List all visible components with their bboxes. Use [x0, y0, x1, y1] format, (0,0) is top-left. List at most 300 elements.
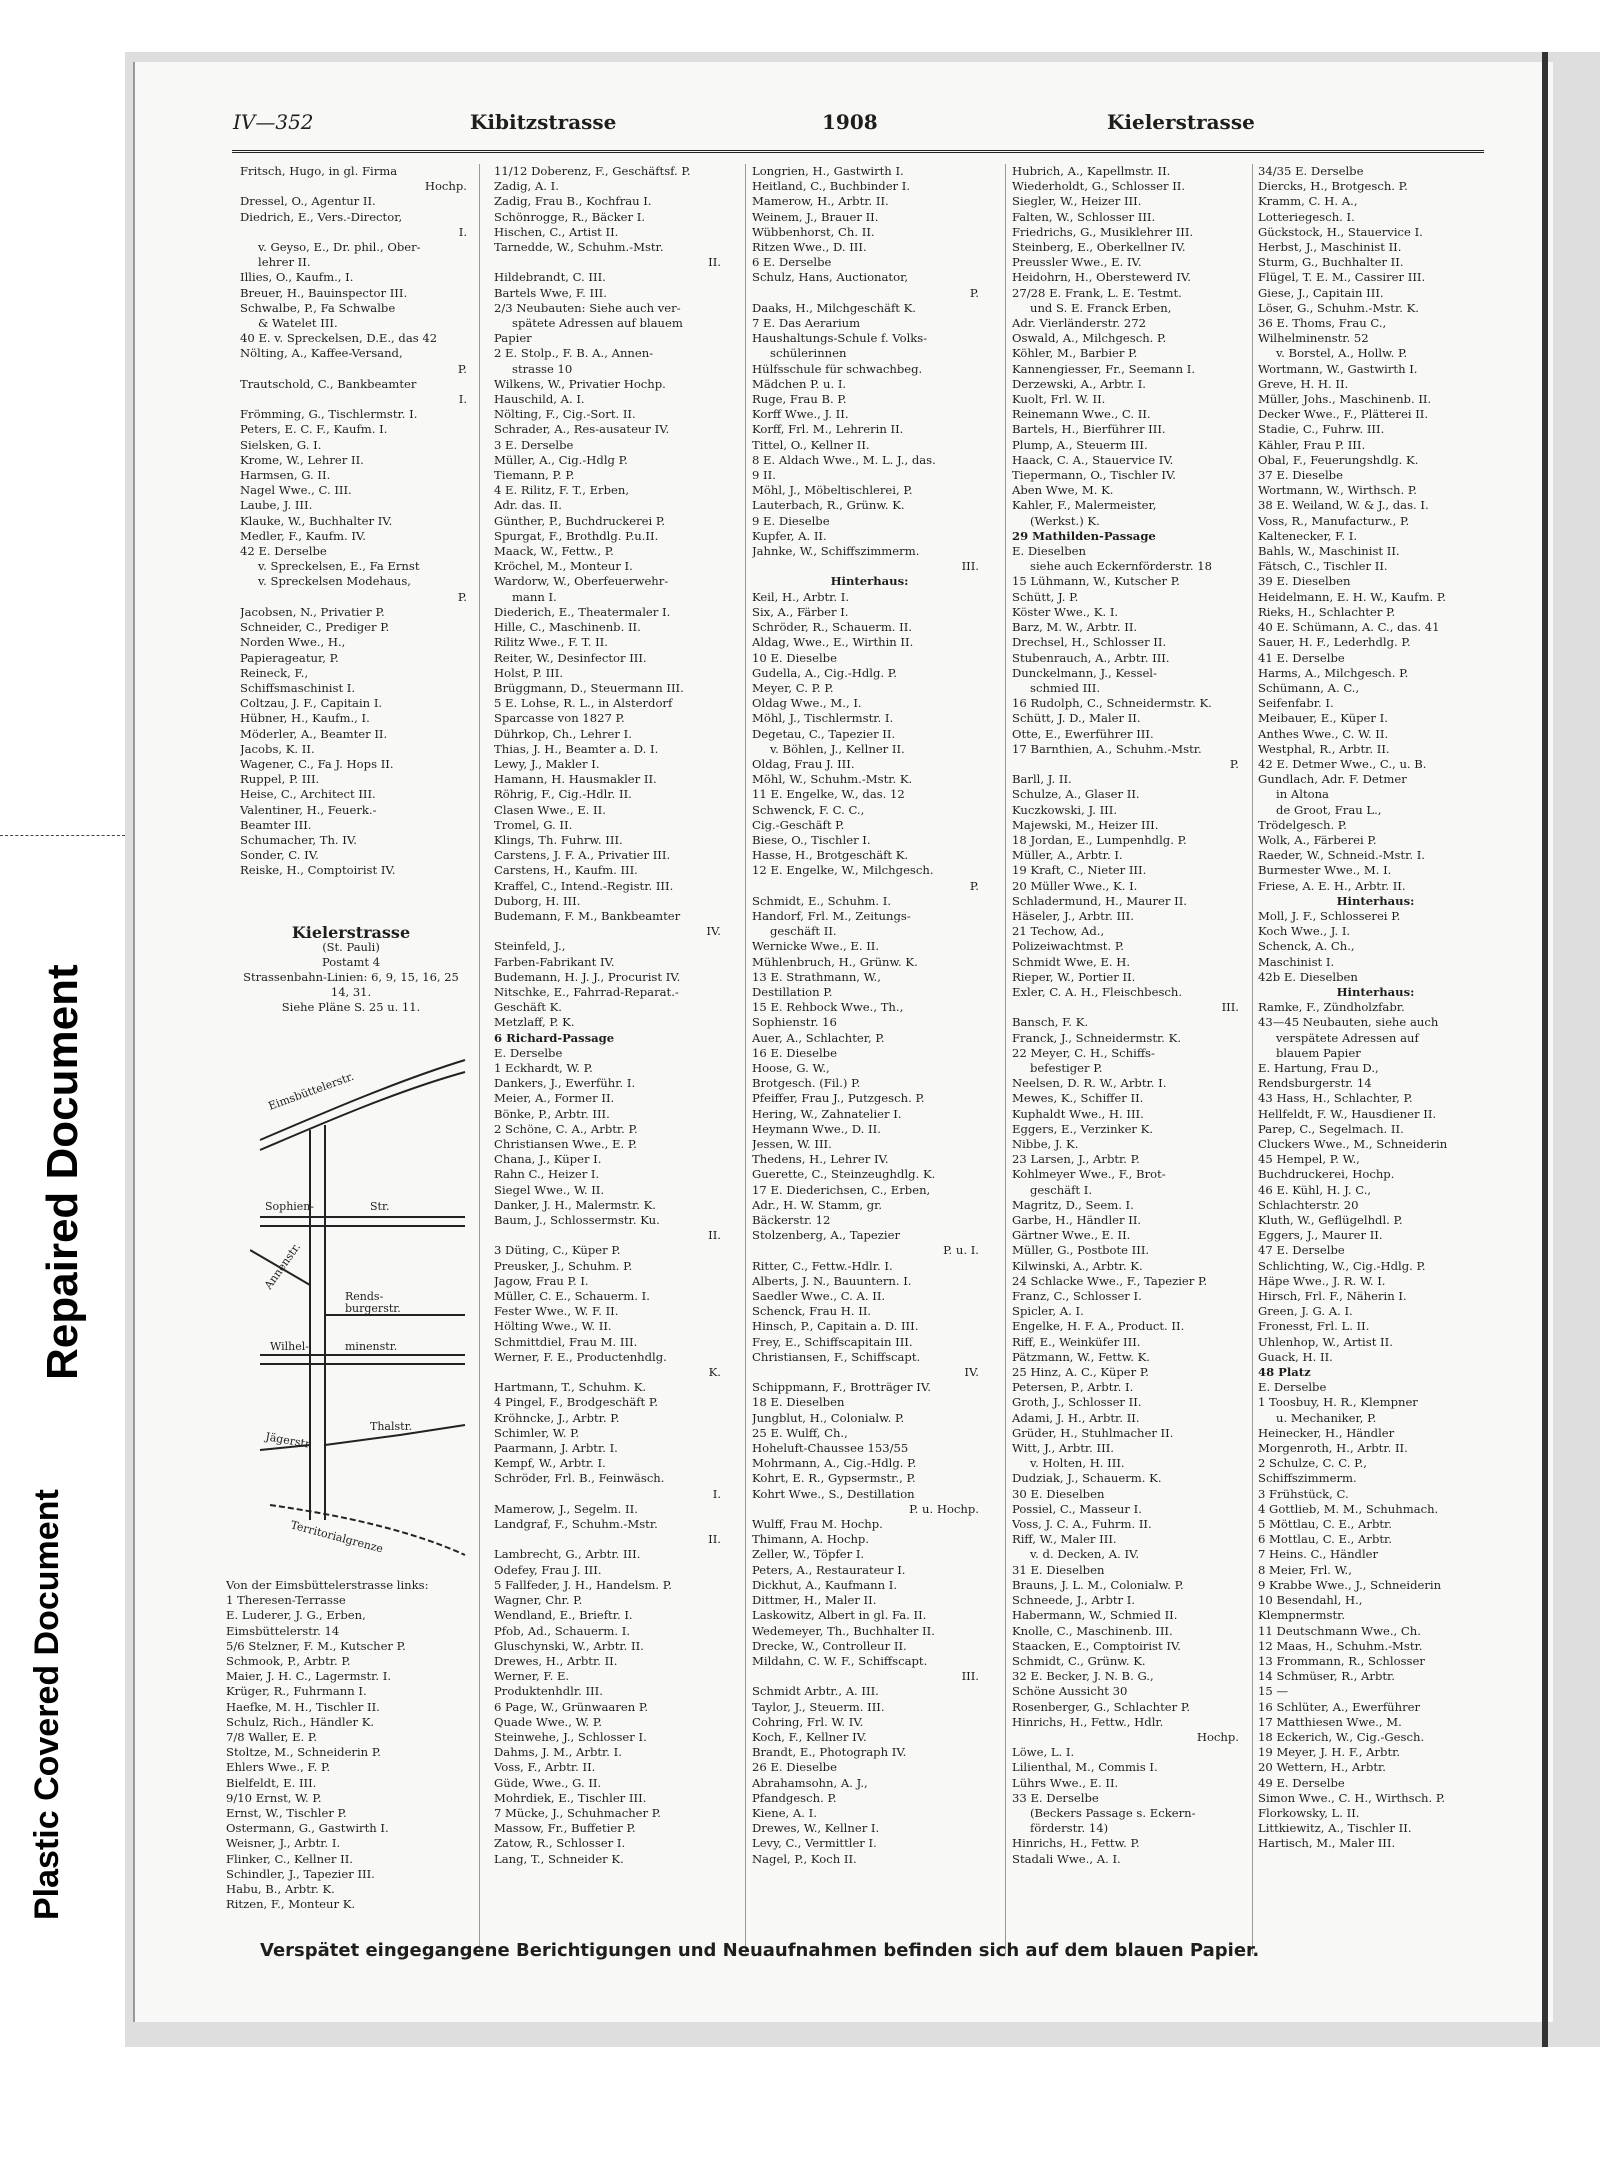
directory-entry: Hering, W., Zahnatelier I. — [752, 1106, 902, 1121]
directory-entry: Kähler, Frau P. III. — [1258, 437, 1366, 452]
directory-entry: 7 Heins. C., Händler — [1258, 1547, 1379, 1562]
directory-entry: Jacobsen, N., Privatier P. — [240, 604, 385, 619]
directory-entry: Maack, W., Fettw., P. — [494, 544, 614, 559]
directory-entry: Budemann, F. M., Bankbeamter — [494, 908, 681, 923]
directory-entry: Spicler, A. I. — [1012, 1304, 1084, 1319]
directory-entry: Pfandgesch. P. — [752, 1790, 837, 1805]
directory-entry: 11 Deutschmann Wwe., Ch. — [1258, 1623, 1421, 1638]
directory-entry: Lauterbach, R., Grünw. K. — [752, 498, 905, 513]
tram-lines-2: 14, 31. — [330, 985, 372, 999]
directory-entry: Garbe, H., Händler II. — [1012, 1213, 1142, 1228]
directory-entry: Weisner, J., Arbtr. I. — [226, 1836, 341, 1851]
directory-entry: Ernst, W., Tischler P. — [226, 1806, 347, 1821]
directory-entry: Friese, A. E. H., Arbtr. II. — [1258, 878, 1406, 893]
directory-entry: Kuphaldt Wwe., H. III. — [1012, 1106, 1144, 1121]
column-divider — [745, 164, 746, 1954]
directory-entry: Thias, J. H., Beamter a. D. I. — [494, 741, 659, 756]
directory-entry: 1 Theresen-Terrasse — [226, 1593, 346, 1608]
directory-entry: 37 E. Dieselbe — [1258, 468, 1343, 483]
directory-entry: Christiansen, F., Schiffscapt. — [752, 1349, 921, 1364]
directory-entry: E. Derselbe — [494, 1045, 563, 1060]
map-label-wilhel: Wilhel- — [270, 1340, 309, 1353]
directory-entry: Möhl, J., Tischlermstr. I. — [752, 711, 894, 726]
directory-entry: Levy, C., Vermittler I. — [752, 1836, 877, 1851]
directory-entry: Ostermann, G., Gastwirth I. — [226, 1821, 389, 1836]
directory-entry: Nagel Wwe., C. III. — [240, 483, 352, 498]
directory-entry: und S. E. Franck Erben, — [1030, 300, 1172, 315]
directory-entry: Geschäft K. — [494, 1000, 562, 1015]
directory-entry: Kramm, C. H. A., — [1258, 194, 1358, 209]
directory-entry: Reiter, W., Desinfector III. — [494, 650, 647, 665]
directory-entry: Beamter III. — [240, 817, 312, 832]
directory-entry: 21 Techow, Ad., — [1012, 924, 1105, 939]
directory-entry: Koch, F., Kellner IV. — [752, 1729, 867, 1744]
directory-entry: 9/10 Ernst, W. P. — [226, 1790, 322, 1805]
directory-entry: Taylor, J., Steuerm. III. — [752, 1699, 885, 1714]
directory-entry: Müller, Johs., Maschinenb. II. — [1258, 392, 1432, 407]
directory-entry: Uhlenhop, W., Artist II. — [1258, 1334, 1393, 1349]
directory-entry: Bartels Wwe, F. III. — [494, 285, 607, 300]
directory-entry: Kohlmeyer Wwe., F., Brot- — [1012, 1167, 1166, 1182]
directory-entry: Kohrt Wwe., S., Destillation — [752, 1486, 915, 1501]
directory-entry: 3 Düting, C., Küper P. — [494, 1243, 621, 1258]
directory-entry: 38 E. Weiland, W. & J., das. I. — [1258, 498, 1429, 513]
directory-entry: Metzlaff, P. K. — [494, 1015, 575, 1030]
directory-entry: I. — [458, 392, 467, 407]
directory-entry: 33 E. Derselbe — [1012, 1790, 1099, 1805]
directory-entry: 15 E. Rehbock Wwe., Th., — [752, 1000, 904, 1015]
directory-entry: 43—45 Neubauten, siehe auch — [1258, 1015, 1439, 1030]
directory-entry: Adr. Vierländerstr. 272 — [1012, 316, 1147, 331]
directory-entry: Gärtner Wwe., E. II. — [1012, 1228, 1131, 1243]
directory-entry: Schiffsmaschinist I. — [240, 680, 356, 695]
directory-entry: P. — [457, 589, 467, 604]
directory-entry: Schütt, J. P. — [1012, 589, 1079, 604]
directory-entry: Kuczkowski, J. III. — [1012, 802, 1117, 817]
directory-entry: 1 Eckhardt, W. P. — [494, 1060, 593, 1075]
directory-entry: Zadig, Frau B., Kochfrau I. — [494, 194, 652, 209]
directory-entry: Cig.-Geschäft P. — [752, 817, 845, 832]
directory-entry: Tarnedde, W., Schuhm.-Mstr. — [494, 240, 664, 255]
directory-entry: schmied III. — [1030, 680, 1101, 695]
directory-entry: Diercks, H., Brotgesch. P. — [1258, 179, 1408, 194]
directory-entry: spätete Adressen auf blauem — [512, 316, 683, 331]
directory-entry: 34/35 E. Derselbe — [1258, 164, 1364, 178]
directory-entry: Brotgesch. (Fil.) P. — [752, 1076, 861, 1091]
directory-entry: Zatow, R., Schlosser I. — [494, 1836, 626, 1851]
directory-entry: Kraffel, C., Intend.-Registr. III. — [494, 878, 674, 893]
directory-entry: Schmittdiel, Frau M. III. — [494, 1334, 638, 1349]
directory-entry: Sturm, G., Buchhalter II. — [1258, 255, 1404, 270]
directory-entry: Haushaltungs-Schule f. Volks- — [752, 331, 928, 346]
directory-entry: Müller, A., Cig.-Hdlg P. — [494, 452, 628, 467]
directory-entry: Dickhut, A., Kaufmann I. — [752, 1577, 898, 1592]
directory-entry: Dahms, J. M., Arbtr. I. — [494, 1745, 622, 1760]
directory-entry: Guerette, C., Steinzeughdlg. K. — [752, 1167, 936, 1182]
directory-entry: Voss, R., Manufacturw., P. — [1258, 513, 1410, 528]
directory-entry: Magritz, D., Seem. I. — [1012, 1197, 1134, 1212]
directory-entry: 5 Fallfeder, J. H., Handelsm. P. — [494, 1577, 672, 1592]
directory-entry: Sophienstr. 16 — [752, 1015, 837, 1030]
directory-entry: Von der Eimsbüttelerstrasse links: — [226, 1578, 429, 1592]
directory-entry: Holst, P. III. — [494, 665, 564, 680]
directory-entry: 10 E. Dieselbe — [752, 650, 837, 665]
directory-entry: Possiel, C., Masseur I. — [1012, 1501, 1142, 1516]
directory-entry: Drecke, W., Controlleur II. — [752, 1638, 907, 1653]
directory-entry: Farben-Fabrikant IV. — [494, 954, 615, 969]
directory-entry: Schmidt Wwe, E. H. — [1012, 954, 1131, 969]
directory-entry: E. Hartung, Frau D., — [1258, 1060, 1379, 1075]
directory-entry: 6 Mottlau, C. E., Arbtr. — [1258, 1532, 1392, 1547]
directory-entry: Hinterhaus: — [1336, 893, 1415, 908]
directory-entry: P. — [969, 285, 979, 300]
directory-entry: Meyer, C. P. P. — [752, 680, 834, 695]
directory-entry: Handorf, Frl. M., Zeitungs- — [752, 908, 911, 923]
directory-entry: Hinrichs, H., Fettw. P. — [1012, 1836, 1140, 1851]
directory-entry: III. — [1221, 1000, 1239, 1015]
directory-entry: Hochp. — [1196, 1729, 1239, 1744]
directory-entry: Gundlach, Adr. F. Detmer — [1258, 772, 1407, 787]
directory-entry: 2 E. Stolp., F. B. A., Annen- — [494, 346, 654, 361]
directory-entry: 9 E. Dieselbe — [752, 513, 830, 528]
directory-entry: Kohrt, E. R., Gypsermstr., P. — [752, 1471, 916, 1486]
directory-entry: Hinterhaus: — [830, 574, 909, 589]
directory-entry: Dittmer, H., Maler II. — [752, 1593, 877, 1608]
directory-entry: Schneede, J., Arbtr I. — [1012, 1593, 1136, 1608]
page-edge — [1542, 52, 1548, 2047]
listing-column-5 — [1258, 164, 1493, 1852]
directory-entry: Schladermund, H., Maurer II. — [1012, 893, 1187, 908]
directory-entry: 17 Barnthien, A., Schuhm.-Mstr. — [1012, 741, 1202, 756]
directory-entry: Tromel, G. II. — [494, 817, 573, 832]
directory-entry: Nibbe, J. K. — [1012, 1137, 1079, 1151]
directory-entry: Preussler Wwe., E. IV. — [1012, 255, 1142, 270]
directory-entry: 24 Schlacke Wwe., F., Tapezier P. — [1012, 1273, 1208, 1288]
directory-entry: Wagener, C., Fa J. Hops II. — [240, 756, 394, 771]
directory-entry: Franck, J., Schneidermstr. K. — [1012, 1030, 1182, 1045]
directory-entry: 12 Maas, H., Schuhm.-Mstr. — [1258, 1638, 1423, 1653]
directory-entry: 48 Platz — [1258, 1365, 1311, 1380]
directory-entry: Stubenrauch, A., Arbtr. III. — [1012, 650, 1170, 665]
directory-entry: Friedrichs, G., Musiklehrer III. — [1012, 224, 1194, 239]
directory-entry: Schlachterstr. 20 — [1258, 1197, 1359, 1212]
directory-entry: Giese, J., Capitain III. — [1258, 285, 1384, 300]
directory-entry: Rieks, H., Schlachter P. — [1258, 604, 1396, 619]
directory-entry: Groth, J., Schlosser II. — [1012, 1395, 1142, 1410]
directory-entry: Schröder, R., Schauerm. II. — [752, 620, 913, 635]
directory-entry: Franz, C., Schlosser I. — [1012, 1289, 1142, 1304]
directory-entry: Herbst, J., Maschinist II. — [1258, 240, 1402, 255]
directory-entry: Korff, Frl. M., Lehrerin II. — [752, 422, 904, 437]
directory-entry: I. — [458, 224, 467, 239]
directory-entry: Clasen Wwe., E. II. — [494, 802, 606, 817]
directory-entry: Massow, Fr., Buffetier P. — [494, 1821, 636, 1836]
directory-entry: Wolk, A., Färberei P. — [1258, 832, 1377, 847]
directory-entry: Häseler, J., Arbtr. III. — [1012, 908, 1134, 923]
directory-entry: Schiffszimmerm. — [1258, 1471, 1357, 1486]
directory-entry: Auer, A., Schlachter, P. — [752, 1030, 885, 1045]
directory-entry: geschäft II. — [770, 924, 837, 939]
directory-entry: Heitland, C., Buchbinder I. — [752, 179, 911, 194]
directory-entry: Kupfer, A. II. — [752, 528, 827, 543]
tram-lines: Strassenbahn-Linien: 6, 9, 15, 16, 25 — [243, 970, 459, 984]
directory-entry: Brauns, J. L. M., Colonialw. P. — [1012, 1577, 1184, 1592]
column-divider — [1005, 164, 1006, 1954]
directory-entry: Sparcasse von 1827 P. — [494, 711, 625, 726]
directory-entry: Lilienthal, M., Commis I. — [1012, 1760, 1158, 1775]
directory-entry: Moll, J. F., Schlosserei P. — [1258, 908, 1401, 923]
directory-entry: 2 Schöne, C. A., Arbtr. P. — [494, 1121, 638, 1136]
directory-entry: Schönrogge, R., Bäcker I. — [494, 209, 646, 224]
directory-entry: & Watelet III. — [258, 316, 338, 331]
directory-entry: 26 E. Dieselbe — [752, 1760, 837, 1775]
directory-entry: Steinberg, E., Oberkellner IV. — [1012, 240, 1186, 255]
directory-entry: 43 Hass, H., Schlachter, P. — [1258, 1091, 1413, 1106]
directory-entry: Nölting, F., Cig.-Sort. II. — [494, 407, 636, 422]
directory-entry: Medler, F., Kaufm. IV. — [240, 528, 366, 543]
directory-entry: Fester Wwe., W. F. II. — [494, 1304, 619, 1319]
directory-entry: (Beckers Passage s. Eckern- — [1030, 1805, 1196, 1820]
directory-entry: Stoltze, M., Schneiderin P. — [226, 1745, 381, 1760]
column-divider — [1252, 164, 1253, 1954]
directory-entry: Schröder, Frl. B., Feinwäsch. — [494, 1471, 665, 1486]
directory-entry: Habermann, W., Schmied II. — [1012, 1608, 1178, 1623]
directory-entry: Steinfeld, J., — [494, 939, 566, 954]
directory-entry: Heise, C., Architect III. — [240, 787, 376, 802]
directory-entry: in Altona — [1276, 787, 1329, 802]
directory-entry: Diederich, E., Theatermaler I. — [494, 604, 671, 619]
directory-entry: Oswald, A., Milchgesch. P. — [1012, 331, 1167, 346]
directory-entry: Jagow, Frau P. I. — [494, 1273, 589, 1288]
directory-entry: blauem Papier — [1276, 1045, 1361, 1060]
directory-entry: Drewes, W., Kellner I. — [752, 1821, 880, 1836]
directory-entry: Müller, C. E., Schauerm. I. — [494, 1289, 650, 1304]
directory-entry: Danker, J. H., Malermstr. K. — [494, 1197, 656, 1212]
directory-entry: Schwenck, F. C. C., — [752, 802, 865, 817]
directory-entry: Wedemeyer, Th., Buchhalter II. — [752, 1623, 935, 1638]
directory-entry: Werner, F. E. — [494, 1669, 570, 1684]
directory-entry: förderstr. 14) — [1030, 1821, 1109, 1836]
directory-entry: Mildahn, C. W. F., Schiffscapt. — [752, 1653, 928, 1668]
directory-entry: 3 E. Derselbe — [494, 437, 574, 452]
directory-entry: Wilkens, W., Privatier Hochp. — [494, 376, 666, 391]
directory-entry: Voss, J. C. A., Fuhrm. II. — [1012, 1517, 1152, 1532]
directory-entry: Thimann, A. Hochp. — [752, 1532, 870, 1547]
directory-entry: Mamerow, J., Segelm. II. — [494, 1501, 638, 1516]
directory-entry: P. — [969, 878, 979, 893]
directory-entry: 31 E. Dieselben — [1012, 1562, 1105, 1577]
directory-entry: 13 E. Strathmann, W., — [752, 969, 881, 984]
directory-entry: Bielfeldt, E. III. — [226, 1775, 317, 1790]
map-label-sophien: Sophien- — [265, 1200, 315, 1213]
directory-entry: Tiemann, P. P. — [494, 468, 575, 483]
directory-entry: Kahler, F., Malermeister, — [1012, 498, 1157, 513]
directory-entry: 49 E. Derselbe — [1258, 1775, 1345, 1790]
directory-entry: Kröhncke, J., Arbtr. P. — [494, 1410, 620, 1425]
directory-entry: Cluckers Wwe., M., Schneiderin — [1258, 1137, 1448, 1151]
directory-entry: 25 E. Wulff, Ch., — [752, 1425, 848, 1440]
directory-entry: Wübbenhorst, Ch. II. — [752, 224, 875, 239]
directory-entry: Fätsch, C., Tischler II. — [1258, 559, 1388, 574]
directory-entry: strasse 10 — [512, 361, 573, 376]
directory-entry: 20 Wettern, H., Arbtr. — [1258, 1760, 1386, 1775]
directory-entry: 36 E. Thoms, Frau C., — [1258, 316, 1387, 331]
directory-entry: 16 Rudolph, C., Schneidermstr. K. — [1012, 696, 1212, 711]
directory-entry: Illies, O., Kaufm., I. — [240, 270, 354, 285]
directory-entry: Cohring, Frl. W. IV. — [752, 1714, 864, 1729]
directory-entry: Köhler, M., Barbier P. — [1012, 346, 1138, 361]
directory-entry: Engelke, H. F. A., Product. II. — [1012, 1319, 1185, 1334]
directory-entry: Ritzen, F., Monteur K. — [226, 1897, 356, 1912]
directory-entry: Wilhelminenstr. 52 — [1258, 331, 1369, 346]
directory-entry: Wardorw, W., Oberfeuerwehr- — [494, 574, 669, 589]
directory-entry: Klempnermstr. — [1258, 1608, 1346, 1623]
directory-entry: 9 II. — [752, 468, 776, 483]
directory-entry: Heinecker, H., Händler — [1258, 1425, 1395, 1440]
directory-entry: Morgenroth, H., Arbtr. II. — [1258, 1441, 1408, 1456]
directory-entry: Derzewski, A., Arbtr. I. — [1012, 376, 1146, 391]
directory-entry: 6 Richard-Passage — [494, 1030, 615, 1045]
listing-column-2 — [494, 164, 729, 1867]
directory-entry: Aldag, Wwe., E., Wirthin II. — [752, 635, 914, 650]
directory-entry: Hille, C., Maschinenb. II. — [494, 620, 641, 635]
directory-entry: Spurgat, F., Brothdlg. P.u.II. — [494, 528, 659, 543]
directory-entry: Schümann, A. C., — [1258, 680, 1360, 695]
directory-entry: Hülfsschule für schwachbeg. — [752, 361, 923, 376]
directory-entry: Krome, W., Lehrer II. — [240, 452, 364, 467]
directory-entry: Sielsken, G. I. — [240, 437, 322, 452]
directory-entry: Mädchen P. u. I. — [752, 376, 847, 391]
directory-entry: Kiene, A. I. — [752, 1805, 817, 1820]
directory-entry: Laube, J. III. — [240, 498, 313, 513]
directory-entry: Mühlenbruch, H., Grünw. K. — [752, 954, 918, 969]
directory-entry: IV. — [964, 1365, 979, 1380]
directory-entry: Tittel, O., Kellner II. — [752, 437, 870, 452]
directory-entry: Lewy, J., Makler I. — [494, 756, 600, 771]
directory-entry: Florkowsky, L. II. — [1258, 1805, 1360, 1820]
map-label-rends: Rends- — [345, 1290, 384, 1303]
directory-entry: Polizeiwachtmst. P. — [1012, 939, 1124, 954]
directory-entry: Möhl, J., Möbeltischlerei, P. — [752, 483, 913, 498]
directory-entry: Kilwinski, A., Arbtr. K. — [1012, 1258, 1143, 1273]
street-map — [250, 1050, 480, 1570]
directory-entry: Korff Wwe., J. II. — [752, 407, 849, 422]
directory-entry: 17 Matthiesen Wwe., M. — [1258, 1714, 1402, 1729]
directory-entry: P. — [1229, 756, 1239, 771]
directory-entry: Rendsburgerstr. 14 — [1258, 1076, 1372, 1091]
directory-entry: Köster Wwe., K. I. — [1012, 604, 1119, 619]
map-label-annen: Annenstr. — [261, 1240, 304, 1292]
directory-entry: Dunckelmann, J., Kessel- — [1012, 665, 1157, 680]
directory-entry: 40 E. Schümann, A. C., das. 41 — [1258, 620, 1440, 635]
directory-entry: Norden Wwe., H., — [240, 635, 346, 650]
map-label-str: Str. — [370, 1200, 390, 1213]
directory-entry: Sauer, H. F., Lederhdlg. P. — [1258, 635, 1411, 650]
directory-entry: Steinwehe, J., Schlosser I. — [494, 1729, 647, 1744]
directory-entry: Staacken, E., Comptoirist IV. — [1012, 1638, 1181, 1653]
directory-entry: Neelsen, D. R. W., Arbtr. I. — [1012, 1076, 1167, 1091]
directory-entry: Guack, H. II. — [1258, 1349, 1333, 1364]
directory-entry: Obal, F., Feuerungshdlg. K. — [1258, 452, 1419, 467]
directory-entry: Pfeiffer, Frau J., Putzgesch. P. — [752, 1091, 925, 1106]
directory-entry: Degetau, C., Tapezier II. — [752, 726, 896, 741]
year-title: 1908 — [822, 110, 878, 134]
directory-entry: Carstens, J. F. A., Privatier III. — [494, 848, 671, 863]
directory-entry: Riff, E., Weinküfer III. — [1012, 1334, 1141, 1349]
district-label: (St. Pauli) — [322, 940, 380, 954]
directory-entry: 8 E. Aldach Wwe., M. L. J., das. — [752, 452, 936, 467]
directory-entry: Dankers, J., Ewerführ. I. — [494, 1076, 636, 1091]
directory-entry: Mohrdiek, E., Tischler III. — [494, 1790, 647, 1805]
directory-entry: mann I. — [512, 589, 557, 604]
directory-entry: Kröchel, M., Monteur I. — [494, 559, 633, 574]
directory-entry: 12 E. Engelke, W., Milchgesch. — [752, 863, 934, 878]
directory-entry: 16 Schlüter, A., Ewerführer — [1258, 1699, 1421, 1714]
kielerstrasse-heading — [226, 925, 476, 1015]
directory-entry: Hubrich, A., Kapellmstr. II. — [1012, 164, 1171, 178]
directory-entry: Baum, J., Schlossermstr. Ku. — [494, 1213, 660, 1228]
directory-entry: Schenck, Frau H. II. — [752, 1304, 872, 1319]
directory-entry: Knolle, C., Maschinenb. III. — [1012, 1623, 1173, 1638]
directory-entry: Schlichting, W., Cig.-Hdlg. P. — [1258, 1258, 1426, 1273]
directory-entry: Klauke, W., Buchhalter IV. — [240, 513, 393, 528]
directory-entry: Parep, C., Segelmach. II. — [1258, 1121, 1404, 1136]
directory-entry: Reinemann Wwe., C. II. — [1012, 407, 1151, 422]
directory-entry: Falten, W., Schlosser III. — [1012, 209, 1156, 224]
directory-entry: E. Derselbe — [1258, 1380, 1327, 1395]
directory-entry: Ehlers Wwe., F. P. — [226, 1760, 331, 1775]
directory-entry: Papier — [494, 331, 532, 346]
directory-entry: Schulz, Hans, Auctionator, — [752, 270, 909, 285]
directory-entry: Günther, P., Buchdruckerei P. — [494, 513, 666, 528]
directory-entry: Laskowitz, Albert in gl. Fa. II. — [752, 1608, 927, 1623]
directory-entry: Ritzen Wwe., D. III. — [752, 240, 867, 255]
directory-entry: Dührkop, Ch., Lehrer I. — [494, 726, 632, 741]
directory-entry: Quade Wwe., W. P. — [494, 1714, 603, 1729]
directory-entry: Adami, J. H., Arbtr. II. — [1012, 1410, 1140, 1425]
fold-mark — [0, 835, 125, 836]
directory-entry: (Werkst.) K. — [1030, 513, 1100, 528]
kielerstrasse-listing — [226, 1578, 476, 1912]
directory-entry: 18 E. Dieselben — [752, 1395, 845, 1410]
directory-entry: Wiederholdt, G., Schlosser II. — [1012, 179, 1186, 194]
directory-entry: Jessen, W. III. — [752, 1137, 832, 1151]
directory-entry: Riff, W., Maler III. — [1012, 1532, 1117, 1547]
directory-entry: Wendland, E., Brieftr. I. — [494, 1608, 633, 1623]
directory-entry: Werner, F. E., Productenhdlg. — [494, 1349, 667, 1364]
directory-entry: Westphal, R., Arbtr. II. — [1258, 741, 1390, 756]
directory-entry: Hamann, H. Hausmakler II. — [494, 772, 657, 787]
postamt-label: Postamt 4 — [321, 955, 381, 969]
directory-entry: Müller, A., Arbtr. I. — [1012, 848, 1123, 863]
directory-entry: Landgraf, F., Schuhm.-Mstr. — [494, 1517, 658, 1532]
directory-entry: Jacobs, K. II. — [240, 741, 315, 756]
directory-entry: Harms, A., Milchgesch. P. — [1258, 665, 1409, 680]
directory-entry: Dressel, O., Agentur II. — [240, 194, 376, 209]
directory-entry: Dudziak, J., Schauerm. K. — [1012, 1471, 1162, 1486]
directory-entry: Krüger, R., Fuhrmann I. — [226, 1684, 367, 1699]
directory-entry: Abrahamsohn, A. J., — [752, 1775, 868, 1790]
directory-entry: Schindler, J., Tapezier III. — [226, 1866, 375, 1881]
directory-entry: Bönke, P., Arbtr. III. — [494, 1106, 610, 1121]
street-left-title: Kibitzstrasse — [470, 110, 617, 134]
directory-entry: 22 Meyer, C. H., Schiffs- — [1012, 1045, 1155, 1060]
directory-entry: Meier, A., Former II. — [494, 1091, 615, 1106]
directory-entry: v. Borstel, A., Hollw. P. — [1276, 346, 1408, 361]
directory-entry: P. u. I. — [943, 1243, 979, 1258]
directory-entry: Six, A., Färber I. — [752, 604, 849, 619]
directory-entry: Hauschild, A. I. — [494, 392, 585, 407]
